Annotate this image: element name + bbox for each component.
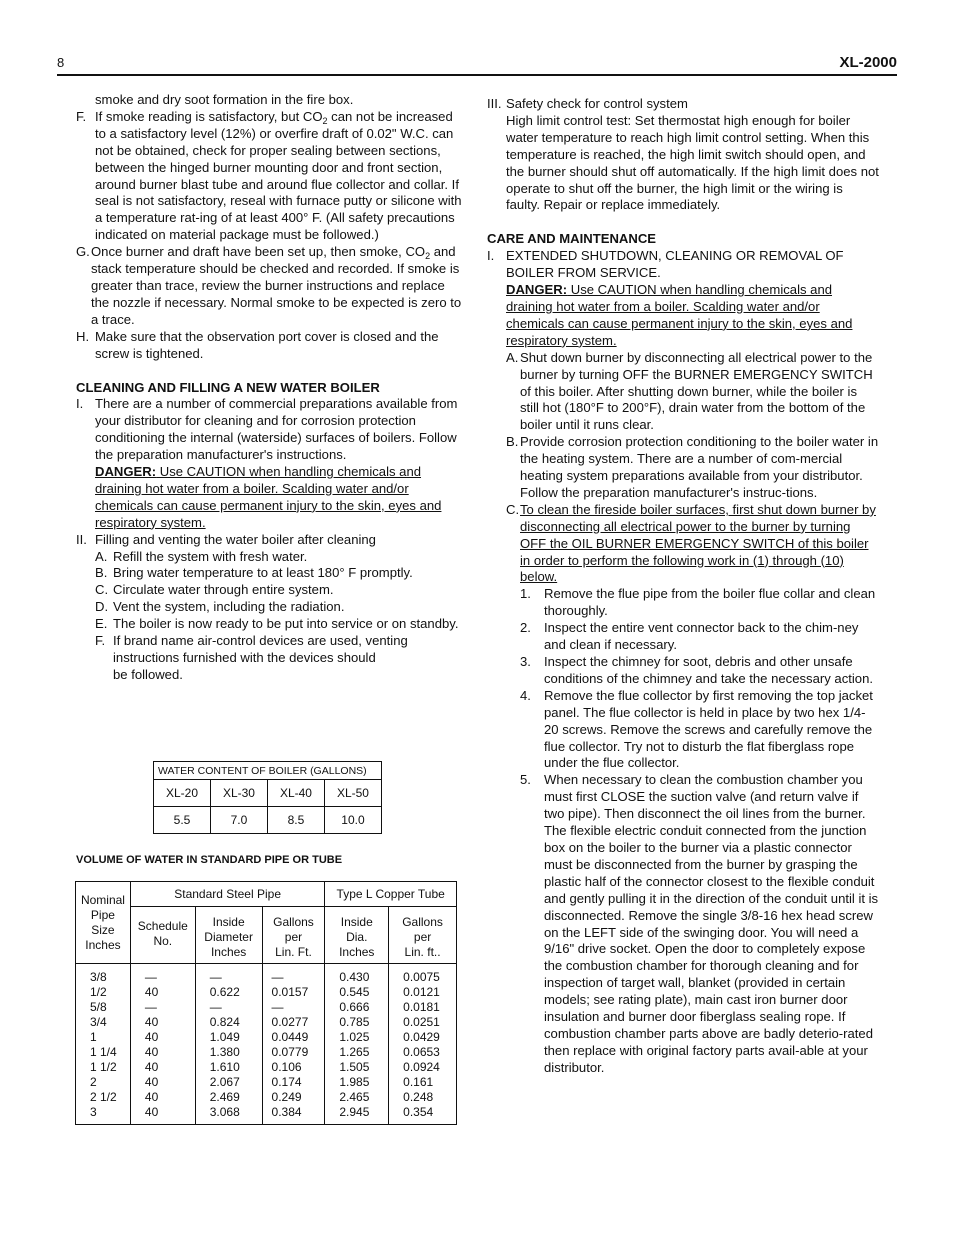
filling-steps <box>76 549 466 667</box>
header-line: Inches <box>339 945 375 959</box>
list-item-I: I. There are a number of commercial preparations available from your distributor for cleaning and for corrosion protection conditioning the internal (waterside) surfaces of boilers. Follow the preparation manufacturer's instructions. DANGER: Use CAUTION when handling chemicals and draining hot water from a boiler. Scalding water and/or chemicals can cause permanent injury to the skin, eyes and respiratory system. <box>76 396 466 531</box>
table-cell: 0.249 <box>271 1090 302 1104</box>
value-cell: 5.5 <box>154 807 211 834</box>
list-text: When necessary to clean the combustion chamber you must first CLOSE the suction valve (and return valve if two pipe). Then disconnect the oil lines from the burner. The flexible electric conduit connected from the junction box on the boiler to the burner via a plastic connector must be disconnected from the burner by grasping the plastic half of the connector closest to the flexible conduit and gently pulling it in the direction of the conduit until it is disconnected. Remove the single 3/8-16 hex head screw on the LEFT side of the swinging door. You will need a 9/16" drive socket. Open the door to completely expose the combustion chamber for thorough cleaning and for inspection of target wall, blanket (provided in certain models; see rating plate), main cast iron burner door insulation and burner door fiberglass sealing rope. If combustion chamber parts above are badly deterio-rated then replace with original factory parts avail-able at your distributor. <box>544 772 879 1075</box>
table-cell: 40 <box>144 1045 159 1059</box>
col-copper-gallons-header <box>389 907 457 964</box>
cleaning-step <box>487 586 879 620</box>
header-line: Dia. <box>346 930 368 944</box>
steel-gallons-column <box>262 964 325 1125</box>
table-cell: 1.505 <box>339 1060 370 1074</box>
list-label: C. <box>506 501 520 517</box>
table-cell: 0.824 <box>209 1015 240 1029</box>
copper-diameter-column <box>325 964 389 1125</box>
header-cell: XL-20 <box>154 780 211 807</box>
list-item-III: III. Safety check for control system High limit control test: Set thermostat high enough for boiler water temperature to reach high limit control setting. When this temperature is reached, the high limit switch should open, and the burner should shut off automatically. If the high limit does not operate to shut off the burner, the high limit or the wiring is faulty. Repair or replace immediately. <box>487 96 879 213</box>
table-cell: 0.0924 <box>403 1060 440 1074</box>
cleaning-step <box>487 654 879 688</box>
table-cell: 2 <box>90 1075 97 1089</box>
table-cell: 0.384 <box>271 1105 302 1119</box>
list-text: Vent the system, including the radiation. <box>113 599 345 615</box>
table-cell: 40 <box>144 1105 159 1119</box>
danger-warning: DANGER: Use CAUTION when handling chemicals and draining hot water from a boiler. Scalding water and/or chemicals can cause permanent injury to the skin, eyes and respiratory system. <box>95 464 442 530</box>
header-line: No. <box>153 934 173 948</box>
table-cell: 0.622 <box>209 985 240 999</box>
list-label: 1. <box>520 586 531 602</box>
table-cell: 40 <box>144 1075 159 1089</box>
list-label: G. <box>76 244 90 260</box>
header-cell: XL-30 <box>210 780 267 807</box>
model-title: XL-2000 <box>839 54 897 71</box>
value-cell: 7.0 <box>210 807 267 834</box>
list-label: B. <box>95 565 108 581</box>
filling-step <box>95 599 466 616</box>
table-cell: 0.161 <box>403 1075 434 1089</box>
list-text: Bring water temperature to at least 180° F promptly. <box>113 565 413 581</box>
table-cell: 0.0429 <box>403 1030 440 1044</box>
danger-warning: DANGER: Use CAUTION when handling chemicals and draining hot water from a boiler. Scalding water and/or chemicals can cause permanent injury to the skin, eyes and respiratory system. <box>506 282 853 348</box>
filling-step <box>95 565 466 582</box>
table-cell: 0.0277 <box>271 1015 309 1029</box>
table-cell: 0.174 <box>271 1075 302 1089</box>
header-line: per <box>284 930 303 944</box>
col-copper-dia-header <box>325 907 389 964</box>
filling-step <box>95 633 466 667</box>
table-cell: — <box>271 1000 284 1014</box>
header-line: Pipe <box>90 907 115 922</box>
header-line: Inches <box>85 937 121 952</box>
col-nominal-header <box>76 882 131 964</box>
header-line: Inside <box>340 915 373 929</box>
col-gallons-header <box>262 907 325 964</box>
table-cell: 0.545 <box>339 985 370 999</box>
header-rule <box>57 74 897 76</box>
table-cell: 5/8 <box>90 1000 107 1014</box>
table-cell: 40 <box>144 985 159 999</box>
high-limit-test: High limit control test: Set thermostat high enough for boiler water temperature to reach high limit control setting. When this temperature is reached, the high limit switch should open, and the burner should shut off automatically. If the high limit does not operate to shut off the burner, the high limit or the wiring is faulty. Repair or replace immediately. <box>506 112 879 213</box>
list-label: A. <box>95 548 108 564</box>
table-cell: 1.049 <box>209 1030 240 1044</box>
table-cell: 2.469 <box>209 1090 240 1104</box>
table-cell: — <box>209 970 222 984</box>
group-copper-header: Type L Copper Tube <box>325 882 457 907</box>
table-cell: 0.0181 <box>403 1000 440 1014</box>
table-cell: 0.0251 <box>403 1015 440 1029</box>
value-cell: 10.0 <box>324 807 381 834</box>
pipe-volume-table <box>75 881 457 1125</box>
left-column <box>76 92 466 684</box>
table-cell: 0.354 <box>403 1105 434 1119</box>
list-label: 5. <box>520 772 531 788</box>
table-cell: 0.666 <box>339 1000 370 1014</box>
table-cell: 0.0779 <box>271 1045 309 1059</box>
list-label: A. <box>506 349 519 365</box>
right-column <box>487 96 879 1077</box>
section-heading-cleaning: CLEANING AND FILLING A NEW WATER BOILER <box>76 379 380 395</box>
list-text: Remove the flue collector by first removing the top jacket panel. The flue collector is held in place by two hex 1/4-20 screws. Remove the screws and carefully remove the flue collector. Try not to disturb the flat fiberglass rope under the flue collector. <box>544 687 873 771</box>
table-cell: 2.945 <box>339 1105 370 1119</box>
care-step-C: C. To clean the fireside boiler surfaces, first shut down burner by disconnecting all electrical power to the burner by turning OFF the OIL BURNER EMERGENCY SWITCH of this boiler in order to perform the following work in (1) through (10) below. <box>506 501 876 585</box>
list-text: The boiler is now ready to be put into service or on standby. <box>113 616 459 632</box>
list-label: F. <box>95 633 106 649</box>
table-cell: 1/2 <box>90 985 107 999</box>
care-step-B: B. Provide corrosion protection conditioning to the boiler water in the heating system. There are a number of com-mercial heating system preparations available from your distributor. Follow the preparation manufacturer's instruc-tions. <box>506 434 879 500</box>
header-line: Gallons <box>402 915 443 929</box>
cleaning-step <box>487 688 879 773</box>
table-cell: 0.0449 <box>271 1030 309 1044</box>
table-cell: 3 <box>90 1105 97 1119</box>
list-text: Refill the system with fresh water. <box>113 548 308 564</box>
list-text: If brand name air-control devices are used, venting instructions furnished with the devices should <box>113 633 408 665</box>
list-text: Circulate water through entire system. <box>113 582 334 598</box>
header-line: per <box>413 930 432 944</box>
table-cell: 0.0653 <box>403 1045 440 1059</box>
table-cell: 3.068 <box>209 1105 240 1119</box>
list-label: B. <box>506 434 519 450</box>
table-cell: 0.0157 <box>271 985 309 999</box>
table-cell: — <box>144 1000 157 1014</box>
filling-step-F-end: be followed. <box>113 666 183 682</box>
list-label: F. <box>76 108 87 124</box>
copper-gallons-column <box>389 964 457 1125</box>
table-cell: 1.380 <box>209 1045 240 1059</box>
list-label: H. <box>76 328 90 344</box>
table-cell: 0.0121 <box>403 985 440 999</box>
table-caption: WATER CONTENT OF BOILER (GALLONS) <box>154 762 382 780</box>
steel-diameter-column <box>195 964 262 1125</box>
list-label: 4. <box>520 687 531 703</box>
table-cell: 3/8 <box>90 970 107 984</box>
header-line: Lin. Ft. <box>275 945 312 959</box>
header-cell: XL-50 <box>324 780 381 807</box>
header-line: Lin. ft.. <box>404 945 441 959</box>
list-text: Inspect the entire vent connector back to the chim-ney and clean if necessary. <box>544 620 859 653</box>
care-item-I: I. EXTENDED SHUTDOWN, CLEANING OR REMOVAL OF BOILER FROM SERVICE. DANGER: Use CAUTION when handling chemicals and draining hot water from a boiler. Scalding water and/or chemicals can cause permanent injury to the skin, eyes and respiratory system. <box>487 248 879 349</box>
value-cell: 8.5 <box>267 807 324 834</box>
table-cell: 0.106 <box>271 1060 302 1074</box>
list-label: III. <box>487 96 502 111</box>
list-label: C. <box>95 582 109 598</box>
table-cell: 0.785 <box>339 1015 370 1029</box>
table-cell: 1 1/2 <box>90 1060 117 1074</box>
header-line: Nominal <box>80 892 125 907</box>
table-cell: — <box>271 970 284 984</box>
danger-label: DANGER: <box>506 282 568 298</box>
cleaning-step <box>487 620 879 654</box>
list-label: D. <box>95 599 109 615</box>
list-item-H: H. Make sure that the observation port cover is closed and the screw is tightened. <box>76 328 439 361</box>
table-cell: 2.067 <box>209 1075 240 1089</box>
list-item-F: F. If smoke reading is satisfactory, but $CO_2$ can not be increased to a satisfactory level (12%) or overfire draft of 0.02" W.C. can not be obtained, check for proper sealing between sections, between the hinged burner mounting door and front section, around burner blast tube and around flue collector and collar. If seal is not satisfactory, reseal with furnace putty or silicone with a temperature rat-ing of at least 400° F. (All safety precautions indicated on material package must be followed.) <box>76 108 462 243</box>
list-label: E. <box>95 616 108 632</box>
header-line: Inside <box>212 915 245 929</box>
table-cell: 40 <box>144 1060 159 1074</box>
table-cell: 3/4 <box>90 1015 107 1029</box>
table-cell: 1.265 <box>339 1045 370 1059</box>
list-item-G: G. Once burner and draft have been set up, then smoke, $CO_2$ and stack temperature should be checked and recorded. If smoke is greater than trace, review the burner instructions and replace the nozzle if necessary. Normal smoke to be expected is zero to a trace. <box>76 244 462 327</box>
table-cell: 0.248 <box>403 1090 434 1104</box>
header-cell: XL-40 <box>267 780 324 807</box>
table-cell: 1 1/4 <box>90 1045 117 1059</box>
table-cell: 1.610 <box>209 1060 240 1074</box>
table-cell: 2 1/2 <box>90 1090 117 1104</box>
section-heading-care: CARE AND MAINTENANCE <box>487 231 657 247</box>
table-cell: 40 <box>144 1090 159 1104</box>
list-text: Inspect the chimney for soot, debris and other unsafe conditions of the chimney and take the necessary action. <box>544 654 873 686</box>
header-line: Gallons <box>273 915 314 929</box>
table-cell: 1.985 <box>339 1075 370 1089</box>
table-cell: — <box>144 970 157 984</box>
list-label: 2. <box>520 620 531 636</box>
table-cell: 40 <box>144 1030 159 1044</box>
water-content-table <box>153 761 382 834</box>
page-number: 8 <box>57 55 65 70</box>
table-cell: 0.430 <box>339 970 370 984</box>
header-line: Size <box>91 922 115 937</box>
danger-label: DANGER: <box>95 464 157 480</box>
col-schedule-header <box>130 907 195 964</box>
list-label: 3. <box>520 654 531 669</box>
filling-step <box>95 582 466 599</box>
header-line: Schedule <box>137 919 188 933</box>
filling-step <box>95 549 466 566</box>
table-cell: 1 <box>90 1030 97 1044</box>
list-label: II. <box>76 531 87 547</box>
pipe-table-title: VOLUME OF WATER IN STANDARD PIPE OR TUBE <box>76 854 343 866</box>
list-text: Remove the flue pipe from the boiler flue collar and clean thoroughly. <box>544 586 876 619</box>
header-line: Diameter <box>204 930 253 944</box>
care-step-A: A. Shut down burner by disconnecting all electrical power to the burner by turning OFF the BURNER EMERGENCY SWITCH of this boiler. After shutting down burner, while the boiler is still hot (180°F to 200°F), drain water from the bottom of the boiler until it runs clear. <box>506 349 873 433</box>
table-cell: — <box>209 1000 222 1014</box>
list-label: I. <box>487 248 495 264</box>
col-inside-diameter-header <box>195 907 262 964</box>
filling-step <box>95 616 466 633</box>
table-cell: 1.025 <box>339 1030 370 1044</box>
table-cell: 40 <box>144 1015 159 1029</box>
table-cell: 0.0075 <box>403 970 440 984</box>
table-cell: 2.465 <box>339 1090 370 1104</box>
cleaning-step <box>487 772 879 1076</box>
paragraph-continuation: smoke and dry soot formation in the fire box. <box>95 92 354 107</box>
schedule-column <box>130 964 195 1125</box>
group-steel-header: Standard Steel Pipe <box>130 882 324 907</box>
sizes-column <box>76 964 131 1125</box>
cleaning-steps <box>487 586 879 1076</box>
header-line: Inches <box>210 945 247 959</box>
list-item-II: II. Filling and venting the water boiler after cleaning <box>76 531 376 547</box>
list-label: I. <box>76 396 84 412</box>
